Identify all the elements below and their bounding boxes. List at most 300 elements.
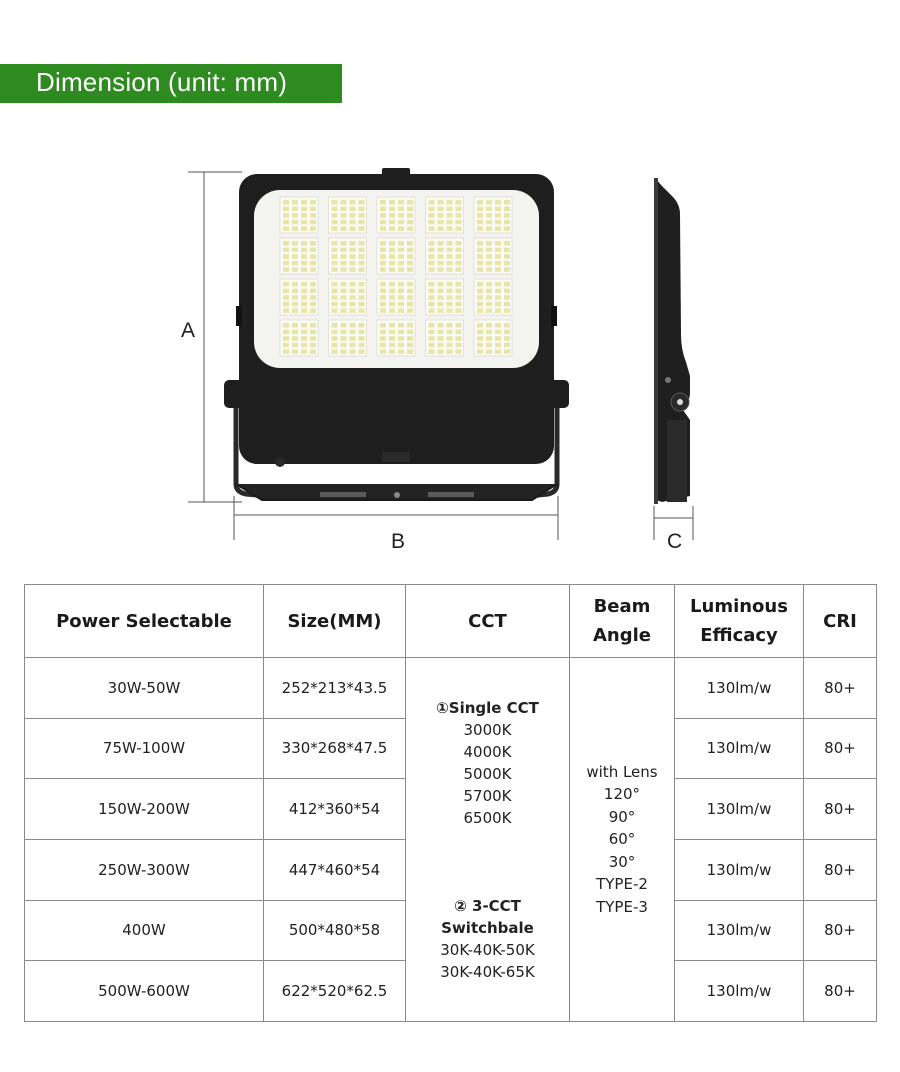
- led-chip: [447, 349, 453, 354]
- led-chip: [504, 213, 510, 218]
- led-chip: [398, 308, 404, 313]
- led-chip: [341, 220, 347, 225]
- led-chip: [292, 336, 298, 341]
- led-chip: [341, 349, 347, 354]
- cell-power: 250W-300W: [25, 839, 264, 900]
- led-chip: [456, 226, 462, 231]
- led-chip: [398, 323, 404, 328]
- led-chip: [438, 248, 444, 253]
- led-chip: [341, 336, 347, 341]
- led-chip: [301, 207, 307, 212]
- led-chip: [477, 343, 483, 348]
- led-chip: [438, 336, 444, 341]
- led-chip: [283, 226, 289, 231]
- header-size: Size(MM): [264, 585, 406, 658]
- led-chip: [341, 226, 347, 231]
- led-chip: [456, 349, 462, 354]
- led-chip: [438, 254, 444, 259]
- led-chip: [310, 241, 316, 246]
- led-chip: [359, 226, 365, 231]
- led-chip: [438, 330, 444, 335]
- led-chip: [380, 220, 386, 225]
- led-chip: [504, 349, 510, 354]
- cell-cri: 80+: [804, 658, 877, 719]
- led-chip: [477, 200, 483, 205]
- led-chip: [380, 336, 386, 341]
- led-chip: [283, 282, 289, 287]
- cct-multi-value: 30K-40K-50K: [440, 940, 535, 959]
- cell-cri: 80+: [804, 718, 877, 779]
- led-chip: [504, 254, 510, 259]
- led-chip: [310, 302, 316, 307]
- led-chip: [477, 226, 483, 231]
- led-chip: [407, 282, 413, 287]
- cell-cri: 80+: [804, 961, 877, 1022]
- table-header-row: [25, 585, 877, 658]
- led-chip: [456, 207, 462, 212]
- led-chip: [429, 254, 435, 259]
- led-chip: [495, 330, 501, 335]
- led-chip: [398, 207, 404, 212]
- led-chip: [477, 330, 483, 335]
- cell-efficacy: 130lm/w: [675, 839, 804, 900]
- led-chip: [301, 254, 307, 259]
- led-chip: [292, 323, 298, 328]
- cct-multi-title: ② 3-CCT: [454, 896, 521, 915]
- led-chip: [398, 213, 404, 218]
- led-chip: [292, 282, 298, 287]
- led-chip: [486, 254, 492, 259]
- led-chip: [429, 336, 435, 341]
- led-chip: [310, 343, 316, 348]
- led-chip: [341, 248, 347, 253]
- led-chip: [380, 343, 386, 348]
- led-chip: [389, 226, 395, 231]
- led-chip: [456, 241, 462, 246]
- led-chip: [407, 295, 413, 300]
- led-chip: [429, 323, 435, 328]
- led-chip: [301, 295, 307, 300]
- led-chip: [310, 295, 316, 300]
- led-chip: [350, 267, 356, 272]
- led-chip: [332, 213, 338, 218]
- led-chip: [283, 261, 289, 266]
- led-chip: [407, 343, 413, 348]
- led-chip: [486, 200, 492, 205]
- led-chip: [283, 323, 289, 328]
- led-chip: [350, 226, 356, 231]
- table-row: [25, 658, 877, 719]
- led-chip: [341, 330, 347, 335]
- led-chip: [429, 330, 435, 335]
- led-chip: [310, 282, 316, 287]
- led-chip: [486, 289, 492, 294]
- led-chip: [350, 302, 356, 307]
- led-chip: [292, 254, 298, 259]
- led-chip: [380, 267, 386, 272]
- header-cct: CCT: [406, 585, 570, 658]
- led-chip: [495, 308, 501, 313]
- section-title: Dimension (unit: mm): [36, 67, 288, 97]
- led-chip: [407, 302, 413, 307]
- beam-line: with Lens: [586, 762, 658, 781]
- led-chip: [447, 289, 453, 294]
- led-chip: [429, 302, 435, 307]
- led-chip: [359, 200, 365, 205]
- led-chip: [301, 282, 307, 287]
- cell-cct: [406, 658, 570, 1022]
- led-chip: [504, 248, 510, 253]
- led-chip: [310, 226, 316, 231]
- led-chip: [495, 261, 501, 266]
- led-chip: [495, 323, 501, 328]
- led-chip: [301, 220, 307, 225]
- led-chip: [350, 213, 356, 218]
- led-chip: [350, 349, 356, 354]
- led-chip: [350, 289, 356, 294]
- led-chip: [398, 289, 404, 294]
- led-chip: [332, 323, 338, 328]
- led-chip: [486, 323, 492, 328]
- led-chip: [301, 330, 307, 335]
- beam-line: TYPE-2: [596, 875, 648, 894]
- led-chip: [332, 336, 338, 341]
- led-chip: [447, 207, 453, 212]
- led-chip: [332, 220, 338, 225]
- led-chip: [389, 349, 395, 354]
- header-cri: CRI: [804, 585, 877, 658]
- led-chip: [310, 323, 316, 328]
- cell-cri: 80+: [804, 779, 877, 840]
- led-chip: [283, 213, 289, 218]
- led-chip: [332, 289, 338, 294]
- led-chip: [310, 207, 316, 212]
- led-chip: [429, 261, 435, 266]
- led-chip: [380, 289, 386, 294]
- height-label: A: [181, 319, 196, 342]
- led-chip: [504, 207, 510, 212]
- led-chip: [389, 282, 395, 287]
- cell-size: 447*460*54: [264, 839, 406, 900]
- led-chip: [438, 323, 444, 328]
- led-chip: [429, 200, 435, 205]
- cell-efficacy: 130lm/w: [675, 718, 804, 779]
- led-chip: [292, 302, 298, 307]
- cct-multi-value: 30K-40K-65K: [440, 962, 535, 981]
- led-chip: [456, 220, 462, 225]
- led-chip: [447, 261, 453, 266]
- led-chip: [456, 261, 462, 266]
- led-chip: [380, 261, 386, 266]
- led-chip: [283, 336, 289, 341]
- led-chip: [380, 254, 386, 259]
- led-chip: [429, 343, 435, 348]
- led-chip: [477, 241, 483, 246]
- led-chip: [310, 308, 316, 313]
- cct-single-title: ①Single CCT: [436, 698, 539, 717]
- led-chip: [310, 289, 316, 294]
- led-chip: [504, 267, 510, 272]
- led-chip: [359, 220, 365, 225]
- led-chip: [310, 349, 316, 354]
- led-chip: [438, 220, 444, 225]
- led-chip: [389, 261, 395, 266]
- led-chip: [332, 207, 338, 212]
- header-beam-line2: Angle: [592, 625, 651, 646]
- led-chip: [477, 248, 483, 253]
- led-chip: [332, 254, 338, 259]
- led-chip: [341, 289, 347, 294]
- led-chip: [292, 200, 298, 205]
- led-chip: [359, 241, 365, 246]
- led-chip: [301, 308, 307, 313]
- cct-value: 5700K: [463, 786, 512, 805]
- led-chip: [283, 267, 289, 272]
- led-chip: [486, 308, 492, 313]
- led-chip: [292, 213, 298, 218]
- led-chip: [359, 308, 365, 313]
- led-chip: [292, 267, 298, 272]
- led-chip: [380, 349, 386, 354]
- led-chip: [389, 248, 395, 253]
- led-chip: [359, 330, 365, 335]
- led-chip: [407, 349, 413, 354]
- led-chip: [389, 308, 395, 313]
- led-chip: [389, 336, 395, 341]
- led-chip: [350, 200, 356, 205]
- led-chip: [332, 349, 338, 354]
- led-chip: [332, 343, 338, 348]
- led-chip: [301, 336, 307, 341]
- led-chip: [310, 330, 316, 335]
- beam-line: TYPE-3: [596, 897, 648, 916]
- cell-efficacy: 130lm/w: [675, 658, 804, 719]
- led-chip: [310, 267, 316, 272]
- led-chip: [350, 261, 356, 266]
- led-chip: [341, 241, 347, 246]
- led-chip: [495, 220, 501, 225]
- led-chip: [398, 241, 404, 246]
- led-chip: [380, 248, 386, 253]
- led-chip: [301, 213, 307, 218]
- led-chip: [292, 330, 298, 335]
- led-chip: [429, 241, 435, 246]
- led-chip: [301, 200, 307, 205]
- led-chip: [504, 200, 510, 205]
- led-chip: [283, 302, 289, 307]
- led-chip: [398, 220, 404, 225]
- led-chip: [477, 289, 483, 294]
- led-chip: [407, 213, 413, 218]
- header-power: Power Selectable: [25, 585, 264, 658]
- header-beam-line1: Beam: [593, 596, 651, 617]
- led-chip: [495, 213, 501, 218]
- led-chip: [341, 267, 347, 272]
- led-chip: [350, 248, 356, 253]
- led-chip: [438, 226, 444, 231]
- led-chip: [389, 343, 395, 348]
- led-chip: [341, 254, 347, 259]
- led-chip: [332, 308, 338, 313]
- beam-line: 60°: [608, 830, 636, 849]
- led-chip: [456, 248, 462, 253]
- led-chip: [438, 282, 444, 287]
- led-chip: [456, 330, 462, 335]
- beam-line: 120°: [603, 785, 641, 804]
- led-chip: [380, 323, 386, 328]
- led-chip: [407, 261, 413, 266]
- led-chip: [495, 295, 501, 300]
- led-chip: [429, 267, 435, 272]
- led-chip: [429, 220, 435, 225]
- fixture-side-view: [654, 178, 690, 504]
- led-chip: [486, 226, 492, 231]
- led-chip: [495, 349, 501, 354]
- led-chip: [341, 302, 347, 307]
- led-chip: [380, 241, 386, 246]
- led-chip: [310, 336, 316, 341]
- led-chip: [495, 302, 501, 307]
- led-chip: [456, 282, 462, 287]
- led-chip: [447, 336, 453, 341]
- led-chip: [292, 289, 298, 294]
- led-chip: [486, 248, 492, 253]
- led-chip: [350, 308, 356, 313]
- led-chip: [292, 295, 298, 300]
- led-chip: [447, 282, 453, 287]
- led-chip: [447, 302, 453, 307]
- led-chip: [341, 213, 347, 218]
- led-chip: [301, 261, 307, 266]
- led-chip: [495, 254, 501, 259]
- led-chip: [486, 330, 492, 335]
- led-chip: [398, 226, 404, 231]
- led-chip: [477, 213, 483, 218]
- header-efficacy: [675, 585, 804, 658]
- led-chip: [407, 308, 413, 313]
- led-chip: [301, 248, 307, 253]
- led-chip: [429, 207, 435, 212]
- led-chip: [292, 248, 298, 253]
- led-chip: [380, 200, 386, 205]
- led-chip: [398, 282, 404, 287]
- cell-efficacy: 130lm/w: [675, 961, 804, 1022]
- led-chip: [350, 220, 356, 225]
- led-chip: [283, 248, 289, 253]
- led-chip: [456, 200, 462, 205]
- led-chip: [310, 261, 316, 266]
- led-chip: [495, 200, 501, 205]
- led-chip: [283, 308, 289, 313]
- led-chip: [495, 226, 501, 231]
- led-chip: [504, 336, 510, 341]
- led-chip: [504, 302, 510, 307]
- led-chip: [292, 261, 298, 266]
- led-chip: [292, 308, 298, 313]
- led-chip: [398, 267, 404, 272]
- led-chip: [407, 248, 413, 253]
- led-chip: [456, 254, 462, 259]
- led-chip: [341, 200, 347, 205]
- led-chip: [486, 220, 492, 225]
- led-chip: [429, 289, 435, 294]
- led-chip: [359, 349, 365, 354]
- led-chip: [341, 207, 347, 212]
- led-chip: [477, 308, 483, 313]
- led-chip: [495, 336, 501, 341]
- led-chip: [447, 213, 453, 218]
- led-chip: [486, 267, 492, 272]
- led-chip: [359, 248, 365, 253]
- led-chip: [389, 267, 395, 272]
- led-chip: [389, 289, 395, 294]
- led-chip: [429, 349, 435, 354]
- led-chip: [504, 289, 510, 294]
- led-chip: [447, 248, 453, 253]
- led-chip: [398, 200, 404, 205]
- led-chip: [438, 295, 444, 300]
- led-chip: [283, 254, 289, 259]
- cell-efficacy: 130lm/w: [675, 900, 804, 961]
- led-chip: [504, 323, 510, 328]
- led-chip: [486, 295, 492, 300]
- led-chip: [398, 349, 404, 354]
- cell-size: 500*480*58: [264, 900, 406, 961]
- led-chip: [447, 254, 453, 259]
- led-chip: [407, 254, 413, 259]
- led-chip: [292, 241, 298, 246]
- header-efficacy-line2: Efficacy: [700, 625, 778, 646]
- led-chip: [486, 336, 492, 341]
- led-chip: [438, 302, 444, 307]
- led-chip: [477, 336, 483, 341]
- led-chip: [504, 282, 510, 287]
- led-chip: [389, 213, 395, 218]
- led-chip: [504, 343, 510, 348]
- cell-power: 75W-100W: [25, 718, 264, 779]
- led-chip: [350, 323, 356, 328]
- cell-power: 400W: [25, 900, 264, 961]
- led-chip: [438, 241, 444, 246]
- led-chip: [456, 302, 462, 307]
- led-chip: [438, 213, 444, 218]
- led-chip: [495, 207, 501, 212]
- led-chip: [477, 349, 483, 354]
- led-chip: [380, 207, 386, 212]
- led-chip: [341, 343, 347, 348]
- led-chip: [456, 343, 462, 348]
- depth-label: C: [667, 530, 683, 553]
- led-chip: [429, 248, 435, 253]
- led-chip: [380, 302, 386, 307]
- led-chip: [438, 343, 444, 348]
- led-chip: [301, 226, 307, 231]
- led-chip: [456, 323, 462, 328]
- led-chip: [341, 308, 347, 313]
- led-chip: [447, 295, 453, 300]
- led-chip: [301, 343, 307, 348]
- led-chip: [438, 200, 444, 205]
- led-chip: [310, 213, 316, 218]
- cct-value: 3000K: [463, 720, 512, 739]
- led-chip: [407, 323, 413, 328]
- led-chip: [429, 295, 435, 300]
- led-chip: [359, 323, 365, 328]
- led-chip: [398, 295, 404, 300]
- led-chip: [283, 200, 289, 205]
- led-chip: [456, 295, 462, 300]
- led-chip: [389, 241, 395, 246]
